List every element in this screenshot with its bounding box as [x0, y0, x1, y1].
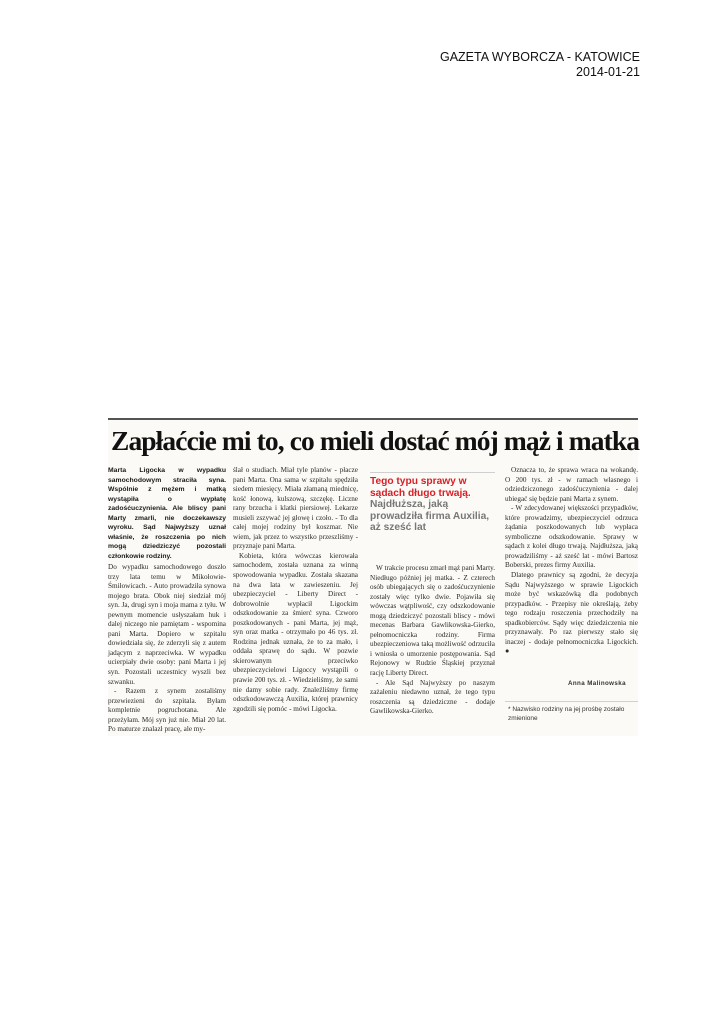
pullquote-gray: Najdłuższa, jaką prowadziła firma Auxilia, aż sześć lat: [370, 499, 490, 534]
pullquote-red: Tego typu sprawy w sądach długo trwają.: [370, 476, 471, 499]
paragraph: - Razem z synem zostaliśmy przewiezieni do szpitala. Byłam kompletnie pogruchotana. Ale przeżyłam. Mój syn już nie. Miał 20 lat. Po maturze znalazł pracę, ale my-: [108, 687, 226, 734]
paragraph: Do wypadku samochodowego doszło trzy lata temu w Mikołowie-Śmiłowicach. - Auto prowadziła synowa mojego brata. Obok niej siedział mój syn. Ja, drugi syn i moja mama z tyłu. W pewnym momencie usłyszałam huk i dalej niczego nie pamiętam - wspomina pani Marta. Dopiero w szpitalu dowiedziała się, że zderzyli się z autem jadącym z naprzeciwka. W wypadku ucierpiały dwie osoby: pani Marta i jej syn. Pozostali uczestnicy wyszli bez szwanku.: [108, 563, 226, 686]
paragraph: W trakcie procesu zmarł mąż pani Marty. Niedługo później jej matka. - Z czterech osób ubiegających się o zadośćuczynienie zostały więc tylko dwie. Pojawiła się wówczas wątpliwość, czy odszkodowanie mogą dziedziczyć pozostali bliscy - mówi mecenas Barbara Gawlikowska-Gierko, pełnomocniczka rodziny. Firma ubezpieczeniowa taką możliwość odrzuciła i wniosła o umorzenie postępowania. Sąd Rejonowy w Rudzie Śląskiej przyznał rację Liberty Direct.: [370, 564, 495, 678]
source-header: [440, 50, 640, 80]
article-headline: Zapłaćcie mi to, co mieli dostać mój mąż i matka: [111, 425, 640, 456]
paragraph: - Ale Sąd Najwyższy po naszym zażaleniu niedawno uznał, że tego typu roszczenia są dziedziczne - dodaje Gawlikowska-Gierko.: [370, 678, 495, 716]
paragraph: - W zdecydowanej większości przypadków, które prowadzimy, ubezpieczyciel odrzuca żądania poszkodowanych lub wypłaca symboliczne odszkodowanie. Sprawy w sądach z kolei długo trwają. Najdłuższa, jaką prowadziliśmy - aż sześć lat - mówi Bartosz Boberski, prezes firmy Auxilia.: [505, 504, 638, 570]
footnote: * Nazwisko rodziny na jej prośbę zostało zmienione: [508, 706, 625, 722]
column-2: [233, 466, 358, 714]
footnote-rule: [505, 701, 638, 702]
column-4: [505, 466, 638, 657]
publication-name: GAZETA WYBORCZA - KATOWICE: [439, 50, 640, 64]
publication-date: 2014-01-21: [576, 65, 640, 79]
pullquote: [370, 476, 495, 534]
author-byline: Anna Malinowska: [568, 680, 626, 687]
article-lead: Marta Ligocka w wypadku samochodowym straciła syna. Wspólnie z mężem i matką wystąpiła o wypłatę zadośćuczynienia. Ale bliscy pani Marty zmarli, nie doczekawszy wyroku. Sąd Najwyższy uznał właśnie, że roszczenia po nich mogą dziedziczyć pozostali członkowie rodziny.: [108, 467, 226, 560]
paragraph: Dlatego prawnicy są zgodni, że decyzja Sądu Najwyższego w sprawie Ligockich może być wskazówką dla podobnych przypadków. - Przepisy nie określają, żeby tego rodzaju roszczenia przechodziły na spadkobierców. Sądy więc dziedziczenia nie przyznawały. Po raz pierwszy stało się inaczej - dodaje pełnomocniczka Ligockich. ●: [505, 571, 638, 656]
paragraph: ślał o studiach. Miał tyle planów - płacze pani Marta. Ona sama w szpitalu spędziła siedem miesięcy. Miała złamaną miednicę, kość łonową, kulszową, szczękę. Liczne rany brzucha i klatki piersiowej. Lekarze musieli zszywać jej głowę i czoło. - To dla całej mojej rodziny był koszmar. Nie wiem, jak przez to wszystko przeszliśmy - przyznaje pani Marta.: [233, 466, 358, 551]
column-3: [370, 564, 495, 717]
pullquote-rule: [370, 472, 495, 473]
paragraph: Oznacza to, że sprawa wraca na wokandę. O 200 tys. zł - w ramach własnego i odziedziczonego zadośćuczynienia - dalej ubiegać się będzie pani Marta z synem.: [505, 466, 638, 503]
paragraph: Kobieta, która wówczas kierowała samochodem, została uznana za winną spowodowania wypadku. Została skazana na dwa lata w zawieszeniu. Jej ubezpieczyciel - Liberty Direct - dobrowolnie wypłacił Ligockim odszkodowanie za śmierć syna. Czworo poszkodowanych - pani Marta, jej mąż, syn oraz matka - otrzymało po 46 tys. zł. Rodzina jednak uznała, że to za mało, i oddała sprawę do sądu. W pozwie skierowanym przeciwko ubezpieczycielowi Ligoccy wystąpili o prawie 200 tys. zł. - Wiedzieliśmy, że sami nie damy sobie rady. Znaleźliśmy firmę odszkodowawczą Auxilia, której prawnicy zgodzili się pomóc - mówi Ligocka.: [233, 551, 358, 713]
newspaper-clipping: [108, 418, 638, 736]
top-rule: [108, 418, 638, 420]
column-1: [108, 466, 226, 735]
